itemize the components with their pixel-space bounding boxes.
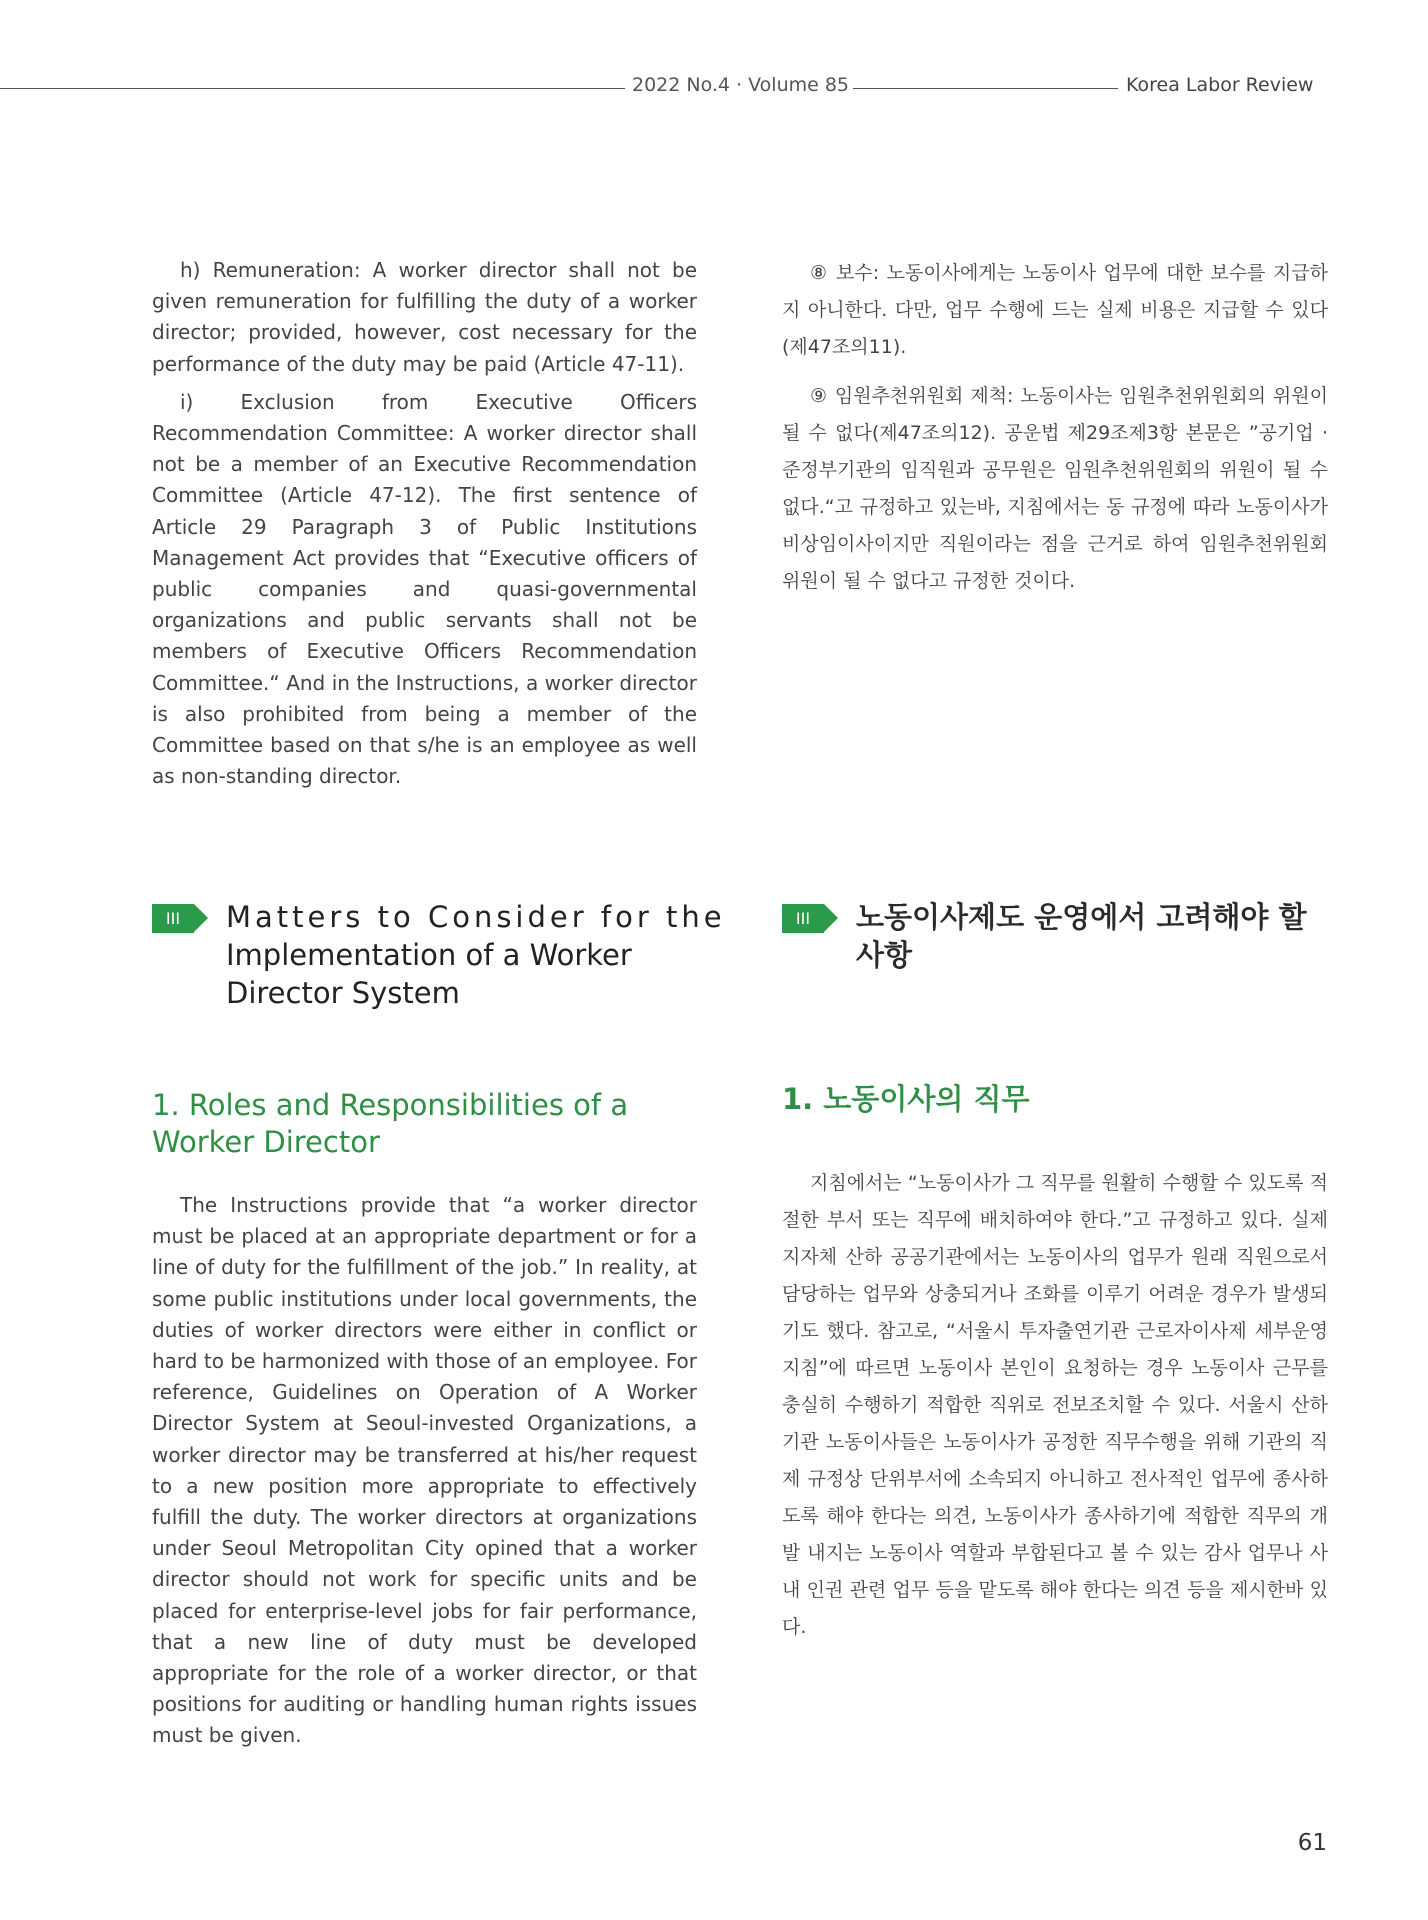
header-rule-left [0, 88, 625, 89]
paragraph-remuneration-en: h) Remuneration: A worker director shall not be given remuneration for fulfilling the duty of a worker director; provided, however, cost necessary for the performance of the duty may be paid (Article 47-11). [152, 258, 697, 376]
section-title-ko: 노동이사제도 운영에서 고려해야 할 사항 [856, 900, 1307, 972]
section-title-en-line1: Matters to Consider for the [226, 900, 726, 934]
english-top-text [152, 255, 697, 792]
section-number-en: III [152, 904, 194, 933]
paragraph-exclusion-en: i) Exclusion from Executive Officers Recommendation Committee: A worker director shall not be a member of an Executive Recommendation Committee (Article 47-12). The first sentence of Article 29 Paragraph 3 of Public Institutions Management Act provides that “Executive officers of public companies and quasi-governmental organizations and public servants shall not be members of Executive Officers Recommendation Committee.“ And in the Instructions, a worker director is also prohibited from being a member of the Committee based on that s/he is an employee as well as non-standing director. [152, 389, 697, 789]
journal-name: Korea Labor Review [1126, 74, 1314, 96]
subsection-title-ko: 1. 노동이사의 직무 [782, 1082, 1030, 1116]
section-heading-ko [782, 898, 1328, 974]
section-title-en-rest: Implementation of a Worker Director System [226, 938, 632, 1010]
header-rule-right [853, 88, 1118, 89]
paragraph-body-en: The Instructions provide that “a worker director must be placed at an appropriate department or for a line of duty for the fulfillment of the job.” In reality, at some public institutions under local governments, the duties of worker directors were either in conflict or hard to be harmonized with those of an employee. For reference, Guidelines on Operation of A Worker Director System at Seoul-invested Organizations, a worker director may be transferred at his/her request to a new position more appropriate to effectively fulfill the duty. The worker directors at organizations under Seoul Metropolitan City opined that a worker director should not work for specific units and be placed for enterprise-level jobs for fair performance, that a new line of duty must be developed appropriate for the role of a worker director, or that positions for auditing or handling human rights issues must be given. [152, 1193, 697, 1748]
section-badge-ko [782, 904, 838, 933]
paragraph-remuneration-ko: ⑧ 보수: 노동이사에게는 노동이사 업무에 대한 보수를 지급하지 아니한다. 다만, 업무 수행에 드는 실제 비용은 지급할 수 있다(제47조의11). [782, 262, 1328, 358]
korean-top-text [782, 255, 1328, 600]
badge-arrow-icon [194, 904, 208, 932]
running-header [0, 74, 1428, 104]
issue-info: 2022 No.4 · Volume 85 [632, 74, 850, 96]
subsection-title-en: 1. Roles and Responsibilities of a Worker Director [152, 1088, 629, 1159]
section-heading-en [152, 898, 726, 1012]
korean-body [782, 1165, 1328, 1646]
paragraph-body-ko: 지침에서는 “노동이사가 그 직무를 원활히 수행할 수 있도록 적절한 부서 또는 직무에 배치하여야 한다.”고 규정하고 있다. 실제 지자체 산하 공공기관에서는 노동이사의 업무가 원래 직원으로서 담당하는 업무와 상충되거나 조화를 이루기 어려운 경우가 발생되기도 했다. 참고로, “서울시 투자출연기관 근로자이사제 세부운영지침”에 따르면 노동이사 본인이 요청하는 경우 노동이사 근무를 충실히 수행하기 적합한 직위로 전보조치할 수 있다. 서울시 산하기관 노동이사들은 노동이사가 공정한 직무수행을 위해 기관의 직제 규정상 단위부서에 소속되지 아니하고 전사적인 업무에 종사하도록 해야 한다는 의견, 노동이사가 종사하기에 적합한 직무의 개발 내지는 노동이사 역할과 부합된다고 볼 수 있는 감사 업무나 사내 인권 관련 업무 등을 맡도록 해야 한다는 의견 등을 제시한바 있다. [782, 1172, 1328, 1638]
badge-arrow-icon [824, 904, 838, 932]
section-number-ko: III [782, 904, 824, 933]
section-title-en [226, 898, 726, 1012]
english-body [152, 1190, 697, 1752]
section-badge-en [152, 904, 208, 933]
paragraph-exclusion-ko: ⑨ 임원추천위원회 제척: 노동이사는 임원추천위원회의 위원이 될 수 없다(제47조의12). 공운법 제29조제3항 본문은 ”공기업 · 준정부기관의 임직원과 공무원은 임원추천위원회의 위원이 될 수 없다.“고 규정하고 있는바, 지침에서는 동 규정에 따라 노동이사가 비상임이사이지만 직원이라는 점을 근거로 하여 임원추천위원회 위원이 될 수 없다고 규정한 것이다. [782, 385, 1328, 592]
page-number: 61 [1297, 1830, 1327, 1856]
